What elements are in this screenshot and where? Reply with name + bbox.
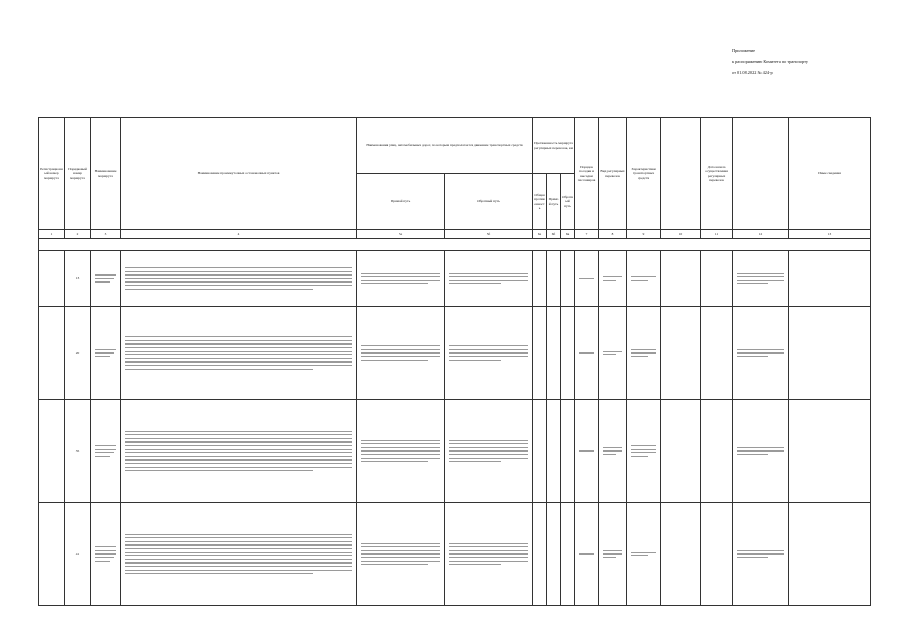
section-row (39, 239, 871, 251)
cell-forward-path (357, 307, 445, 400)
cell-total-length (533, 503, 547, 606)
cell-col-10 (661, 307, 701, 400)
cell-route-number: 20 (65, 307, 91, 400)
header-route-number: Порядковый номер маршрута (65, 118, 91, 230)
cell-boarding-order (575, 307, 599, 400)
cell-transport-type (599, 307, 627, 400)
col-number: 6б (547, 230, 561, 239)
cell-start-date (701, 307, 733, 400)
appendix-line-2: к распоряжению Комитета по транспорту (732, 59, 809, 64)
cell-forward-path (357, 251, 445, 307)
cell-forward-length (547, 400, 561, 503)
col-number: 9 (627, 230, 661, 239)
appendix-line-1: Приложение (732, 48, 756, 53)
cell-stops (121, 503, 357, 606)
cell-start-date (701, 251, 733, 307)
cell-total-length (533, 307, 547, 400)
cell-vehicle-specs (627, 307, 661, 400)
col-number: 5б (445, 230, 533, 239)
col-number: 6а (533, 230, 547, 239)
cell-forward-length (547, 251, 561, 307)
cell-forward-path (357, 503, 445, 606)
col-number: 2 (65, 230, 91, 239)
cell-other-info (789, 251, 871, 307)
col-number: 1 (39, 230, 65, 239)
col-number: 5а (357, 230, 445, 239)
cell-vehicle-specs (627, 251, 661, 307)
cell-boarding-order (575, 400, 599, 503)
cell-route-name (91, 307, 121, 400)
cell-other-info (789, 307, 871, 400)
cell-start-date (701, 400, 733, 503)
cell-route-number: 41 (65, 503, 91, 606)
header-reg-number: Регистрационный номер маршрута (39, 118, 65, 230)
cell-total-length (533, 251, 547, 307)
cell-stops (121, 251, 357, 307)
cell-return-length (561, 503, 575, 606)
cell-col-12 (733, 503, 789, 606)
column-number-row (39, 230, 871, 239)
header-stops: Наименование промежуточных остановочных пунктов (121, 118, 357, 230)
col-number: 13 (789, 230, 871, 239)
cell-route-name (91, 400, 121, 503)
header-length-group: Протяженность маршрута регулярных перевозок, км (533, 118, 575, 174)
cell-boarding-order (575, 251, 599, 307)
cell-forward-path (357, 400, 445, 503)
col-number: 11 (701, 230, 733, 239)
cell-start-date (701, 503, 733, 606)
cell-forward-length (547, 503, 561, 606)
appendix-line-3: от 01.08.2022 № 424-р (732, 70, 773, 75)
col-number: 8 (599, 230, 627, 239)
cell-return-length (561, 251, 575, 307)
cell-col-12 (733, 400, 789, 503)
table-row (39, 400, 871, 503)
col-number: 4 (121, 230, 357, 239)
cell-reg-number (39, 251, 65, 307)
cell-route-number: 35 (65, 400, 91, 503)
cell-return-path (445, 307, 533, 400)
cell-col-12 (733, 307, 789, 400)
routes-table (38, 117, 871, 606)
cell-route-name (91, 503, 121, 606)
table-row (39, 503, 871, 606)
cell-return-path (445, 400, 533, 503)
col-number: 12 (733, 230, 789, 239)
header-boarding-order: Порядок посадки и высадки пассажиров (575, 118, 599, 230)
header-other-info: Иные сведения (789, 118, 871, 230)
cell-boarding-order (575, 503, 599, 606)
cell-route-name (91, 251, 121, 307)
cell-col-10 (661, 503, 701, 606)
header-col-12 (733, 118, 789, 230)
header-total-length: Общая протяженность (533, 174, 547, 230)
header-col-10 (661, 118, 701, 230)
col-number: 3 (91, 230, 121, 239)
cell-return-length (561, 307, 575, 400)
header-row-1 (39, 118, 871, 174)
table-row (39, 251, 871, 307)
section-title (39, 239, 871, 251)
cell-total-length (533, 400, 547, 503)
cell-stops (121, 400, 357, 503)
header-forward-length: Прямой путь (547, 174, 561, 230)
cell-transport-type (599, 251, 627, 307)
cell-route-number: 13 (65, 251, 91, 307)
header-start-date: Дата начала осуществления регулярных перевозок (701, 118, 733, 230)
appendix-block (732, 45, 808, 78)
cell-stops (121, 307, 357, 400)
table-row (39, 307, 871, 400)
header-route-name: Наименование маршрута (91, 118, 121, 230)
header-return-length: Обратный путь (561, 174, 575, 230)
cell-reg-number (39, 400, 65, 503)
col-number: 6в (561, 230, 575, 239)
header-transport-type: Вид регулярных перевозок (599, 118, 627, 230)
header-return-path: Обратный путь (445, 174, 533, 230)
cell-vehicle-specs (627, 503, 661, 606)
cell-reg-number (39, 307, 65, 400)
cell-reg-number (39, 503, 65, 606)
header-vehicle-specs: Характеристики транспортных средств (627, 118, 661, 230)
header-forward-path: Прямой путь (357, 174, 445, 230)
cell-return-length (561, 400, 575, 503)
cell-col-10 (661, 400, 701, 503)
cell-forward-length (547, 307, 561, 400)
cell-transport-type (599, 503, 627, 606)
cell-transport-type (599, 400, 627, 503)
col-number: 7 (575, 230, 599, 239)
col-number: 10 (661, 230, 701, 239)
cell-vehicle-specs (627, 400, 661, 503)
header-streets-group: Наименования улиц, автомобильных дорог, по которым предполагается движение транспортных средств (357, 118, 533, 174)
cell-other-info (789, 400, 871, 503)
cell-other-info (789, 503, 871, 606)
cell-return-path (445, 251, 533, 307)
cell-col-12 (733, 251, 789, 307)
cell-return-path (445, 503, 533, 606)
cell-col-10 (661, 251, 701, 307)
